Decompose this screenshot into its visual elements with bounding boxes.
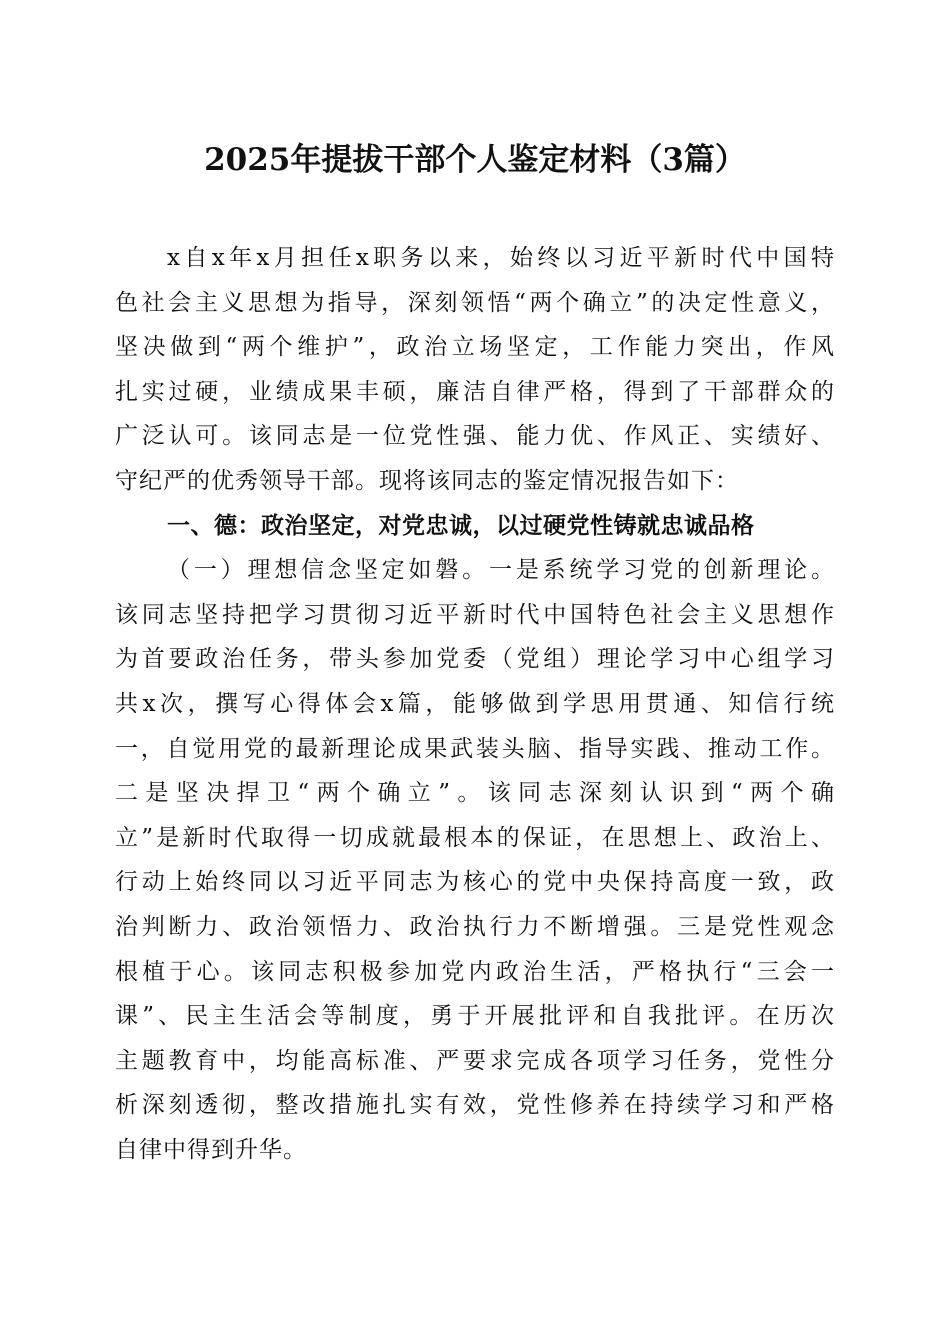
paragraph-line: 析深刻透彻，整改措施扎实有效，党性修养在持续学习和严格 [115, 1092, 835, 1119]
paragraph-line: 治判断力、政治领悟力、政治执行力不断增强。三是党性观念 [115, 913, 835, 940]
document-body [115, 236, 835, 1172]
intro-paragraph [115, 236, 835, 504]
paragraph-line: 立”是新时代取得一切成就最根本的保证，在思想上、政治上、 [115, 824, 835, 851]
paragraph-line: x自x年x月担任x职务以来，始终以习近平新时代中国特 [167, 245, 835, 271]
paragraph-line: 扎实过硬，业绩成果丰硕，廉洁自律严格，得到了干部群众的 [115, 378, 835, 405]
paragraph-line: 共x次，撰写心得体会x篇，能够做到学思用贯通、知信行统 [115, 690, 835, 717]
paragraph-line: 广泛认可。该同志是一位党性强、能力优、作风正、实绩好、 [115, 423, 835, 450]
paragraph-line: 自律中得到升华。 [115, 1136, 307, 1163]
paragraph-line: （一）理想信念坚定如磐。一是系统学习党的创新理论。 [167, 557, 835, 584]
paragraph-line: 一，自觉用党的最新理论成果武装头脑、指导实践、推动工作。 [115, 735, 835, 762]
document-title: 2025年提拔干部个人鉴定材料（3篇） [204, 142, 746, 178]
paragraph-line: 主题教育中，均能高标准、严要求完成各项学习任务，党性分 [115, 1047, 835, 1074]
paragraph-line: 为首要政治任务，带头参加党委（党组）理论学习中心组学习 [115, 646, 835, 673]
paragraph-line: 行动上始终同以习近平同志为核心的党中央保持高度一致，政 [115, 869, 835, 896]
section-heading: 一、德：政治坚定，对党忠诚，以过硬党性铸就忠诚品格 [167, 512, 755, 539]
paragraph-line: 课”、民主生活会等制度，勇于开展批评和自我批评。在历次 [115, 1003, 835, 1030]
paragraph-line: 根植于心。该同志积极参加党内政治生活，严格执行“三会一 [115, 958, 835, 985]
paragraph-line: 守纪严的优秀领导干部。现将该同志的鉴定情况报告如下： [115, 467, 739, 494]
paragraph-line: 色社会主义思想为指导，深刻领悟“两个确立”的决定性意义， [115, 289, 835, 316]
paragraph-line: 该同志坚持把学习贯彻习近平新时代中国特色社会主义思想作 [115, 601, 835, 628]
paragraph-line: 二是坚决捍卫“两个确立”。该同志深刻认识到“两个确 [115, 780, 835, 807]
paragraph-line: 坚决做到“两个维护”，政治立场坚定，工作能力突出，作风 [115, 334, 835, 361]
section-paragraph [115, 548, 835, 1172]
